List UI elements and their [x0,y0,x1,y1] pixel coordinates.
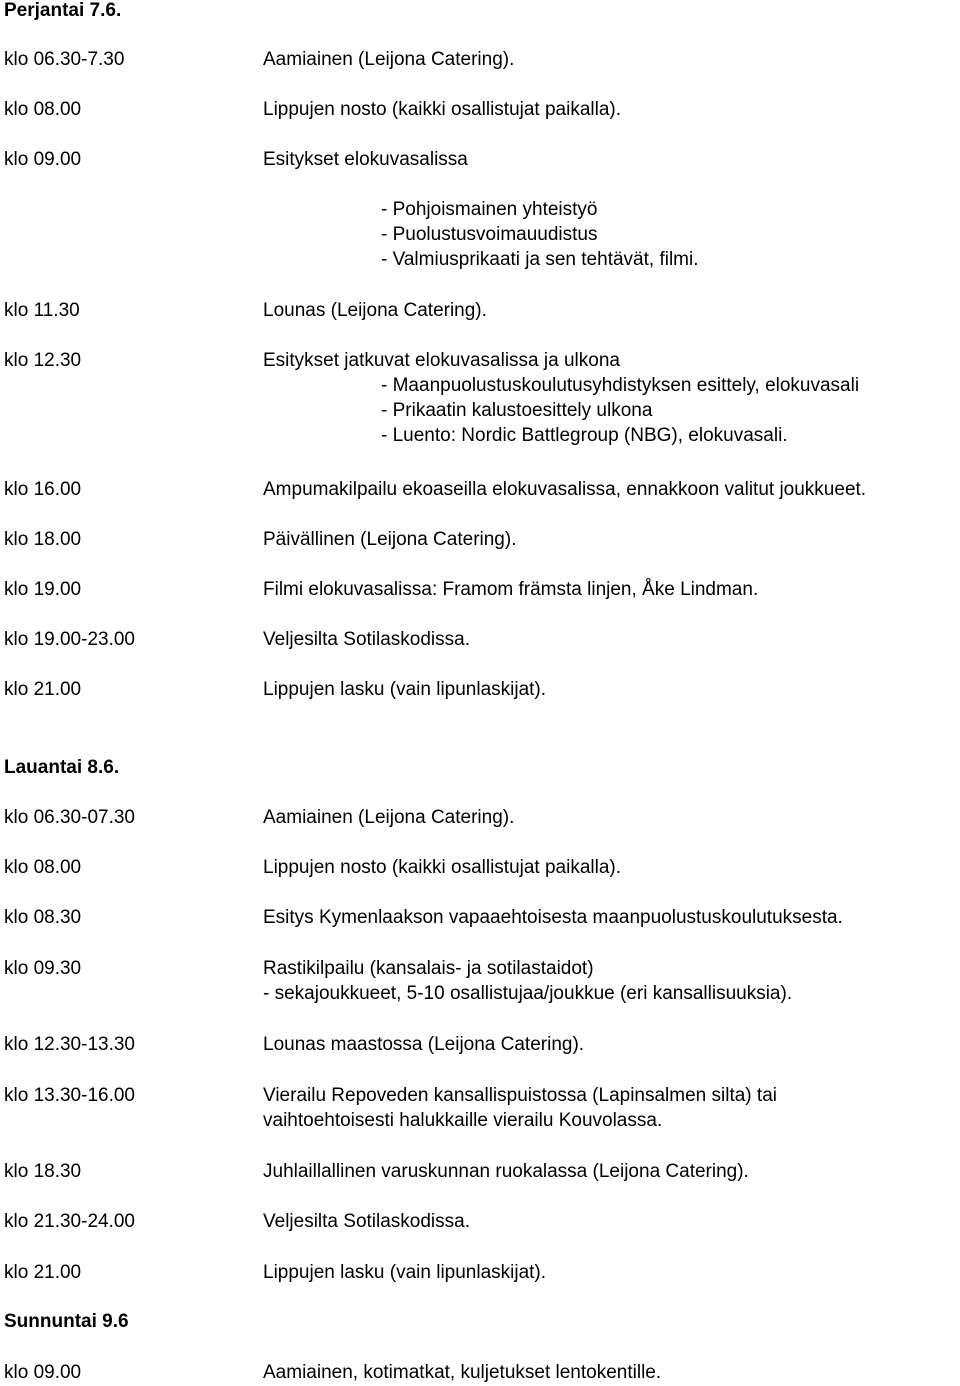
time-label: klo 12.30-13.30 [4,1034,135,1055]
time-label: klo 16.00 [4,479,82,500]
time-label: klo 09.30 [4,958,82,979]
schedule-entry [263,348,859,448]
time-label: klo 18.30 [4,1161,82,1182]
schedule-entry [263,956,792,1006]
entry-text: Lounas maastossa (Leijona Catering). [263,1034,585,1055]
time-label: klo 06.30-07.30 [4,807,135,828]
entry-subitem: - Valmiusprikaati ja sen tehtävät, filmi. [381,249,699,270]
entry-text: Lippujen lasku (vain lipunlaskijat). [263,1262,547,1283]
schedule-entry [263,298,487,323]
entry-text: Lippujen nosto (kaikki osallistujat paikalla). [263,99,622,120]
time-label: klo 09.00 [4,1362,82,1383]
time-label: klo 06.30-7.30 [4,49,125,70]
time-label: klo 21.00 [4,1262,82,1283]
entry-text: - sekajoukkueet, 5-10 osallistujaa/joukkue (eri kansallisuuksia). [263,983,793,1004]
entry-text: Juhlaillallinen varuskunnan ruokalassa (Leijona Catering). [263,1161,749,1182]
schedule-entry [263,677,546,702]
time-label: klo 08.00 [4,857,82,878]
schedule-entry [263,1360,661,1385]
schedule-entry [263,805,514,830]
entry-text: Aamiainen (Leijona Catering). [263,49,515,70]
schedule-entry [263,855,621,880]
schedule-entry [263,47,514,72]
entry-text: Filmi elokuvasalissa: Framom främsta linjen, Åke Lindman. [263,579,759,600]
schedule-entry [263,97,621,122]
schedule-entry [263,527,516,552]
schedule-entry [263,627,470,652]
time-label: klo 21.00 [4,679,82,700]
time-label: klo 09.00 [4,149,82,170]
day-heading-sunday: Sunnuntai 9.6 [4,1311,129,1332]
entry-text: Aamiainen (Leijona Catering). [263,807,515,828]
schedule-entry [263,905,843,930]
time-label: klo 11.30 [4,300,80,321]
entry-subitem: - Luento: Nordic Battlegroup (NBG), elokuvasali. [381,425,788,446]
schedule-entry [263,1159,749,1184]
schedule-entry [263,1032,584,1057]
schedule-entry [263,577,758,602]
entry-text: Lippujen nosto (kaikki osallistujat paikalla). [263,857,622,878]
time-label: klo 12.30 [4,350,82,371]
entry-text: Päivällinen (Leijona Catering). [263,529,517,550]
time-label: klo 08.30 [4,907,82,928]
schedule-entry [263,1209,470,1234]
entry-text: vaihtoehtoisesti halukkaille vierailu Kouvolassa. [263,1110,663,1131]
time-label: klo 21.30-24.00 [4,1211,135,1232]
time-label: klo 18.00 [4,529,82,550]
entry-subitem: - Prikaatin kalustoesittely ulkona [381,400,653,421]
entry-text: Esitykset elokuvasalissa [263,149,468,170]
entry-text: Vierailu Repoveden kansallispuistossa (Lapinsalmen silta) tai [263,1085,777,1106]
entry-text: Veljesilta Sotilaskodissa. [263,1211,470,1232]
day-heading-friday: Perjantai 7.6. [4,0,122,21]
time-label: klo 08.00 [4,99,82,120]
time-label: klo 19.00 [4,579,82,600]
entry-subitem: - Pohjoismainen yhteistyö [381,199,598,220]
entry-text: Aamiainen, kotimatkat, kuljetukset lentokentille. [263,1362,662,1383]
schedule-entry [263,1260,546,1285]
entry-text: Lippujen lasku (vain lipunlaskijat). [263,679,547,700]
time-label: klo 13.30-16.00 [4,1085,135,1106]
time-label: klo 19.00-23.00 [4,629,135,650]
entry-text: Veljesilta Sotilaskodissa. [263,629,470,650]
schedule-entry [263,477,866,502]
entry-text: Lounas (Leijona Catering). [263,300,487,321]
entry-subitem: - Maanpuolustuskoulutusyhdistyksen esittely, elokuvasali [381,375,860,396]
entry-text: Esitys Kymenlaakson vapaaehtoisesta maanpuolustuskoulutuksesta. [263,907,843,928]
day-heading-saturday: Lauantai 8.6. [4,757,120,778]
schedule-entry [263,1083,777,1133]
entry-text: Ampumakilpailu ekoaseilla elokuvasalissa, ennakkoon valitut joukkueet. [263,479,867,500]
schedule-entry [263,147,699,272]
entry-text: Rastikilpailu (kansalais- ja sotilastaidot) [263,958,594,979]
entry-text: Esitykset jatkuvat elokuvasalissa ja ulkona [263,350,620,371]
entry-subitem: - Puolustusvoimauudistus [381,224,598,245]
